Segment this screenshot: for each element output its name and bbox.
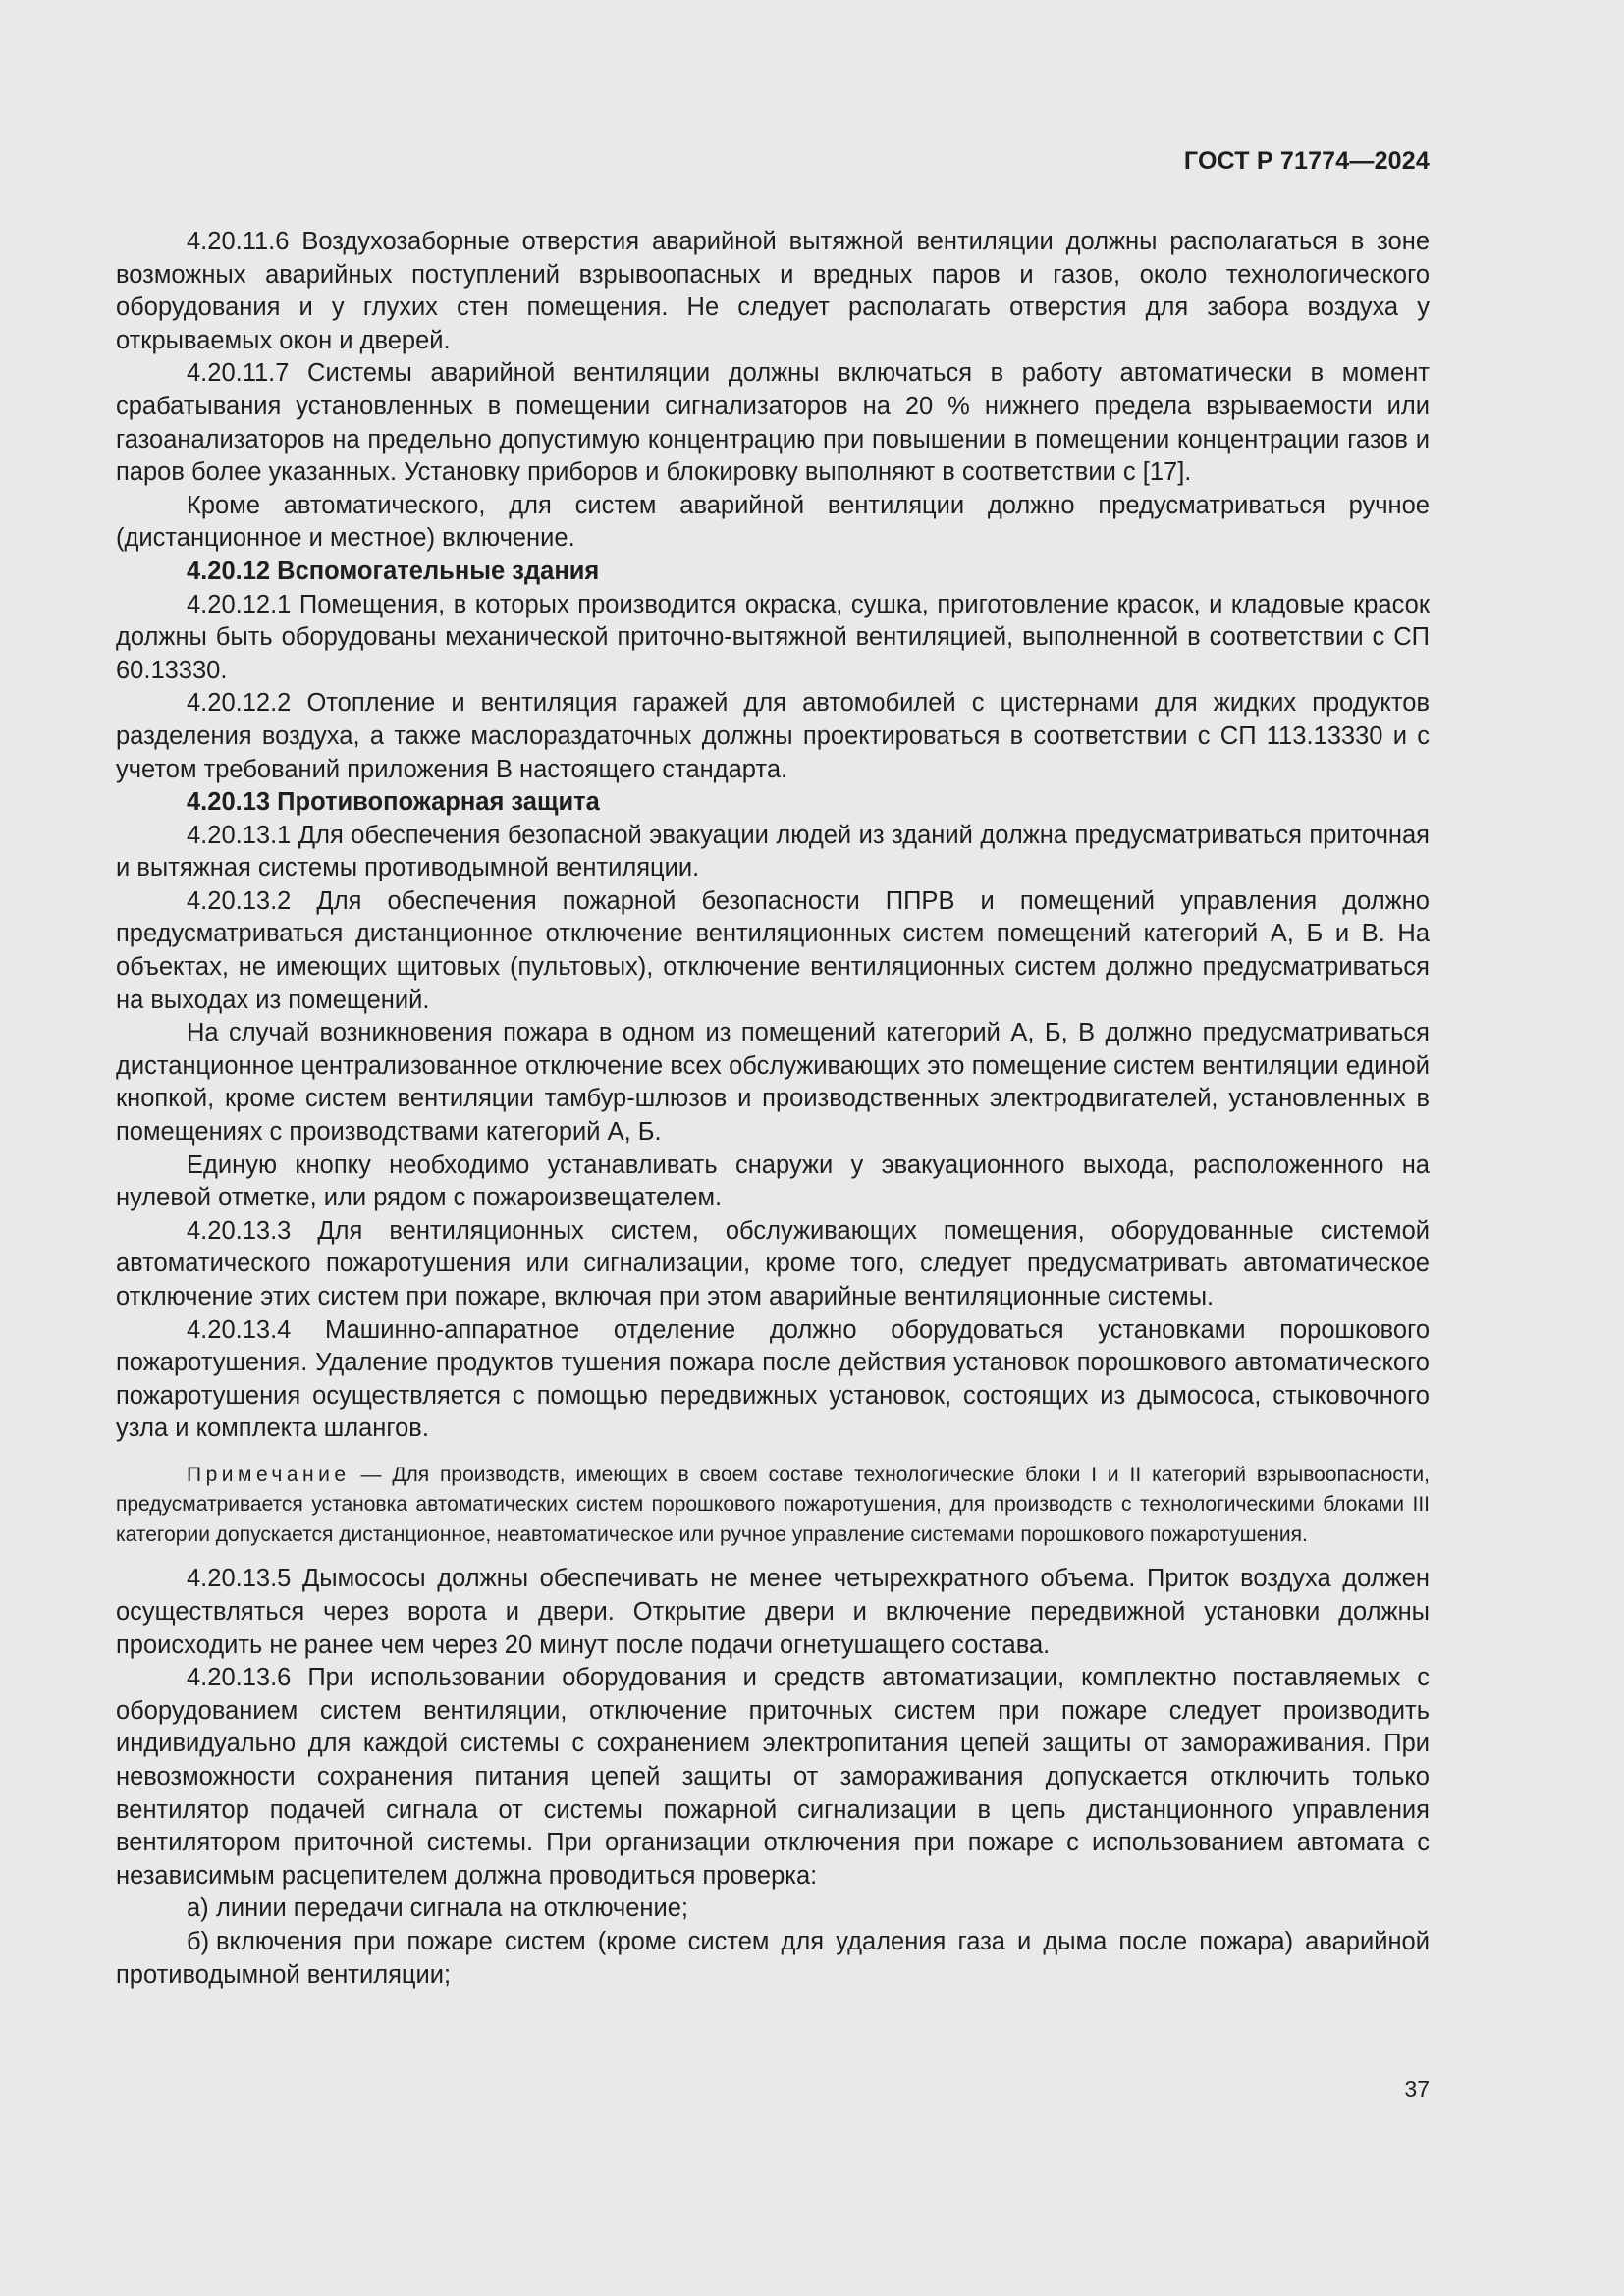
paragraph: На случай возникновения пожара в одном из помещений категорий А, Б, В должно предусматриваться дистанционное централизованное отключение всех обслуживающих это помещение систем вентиляции единой кнопкой, кроме систем вентиляции тамбур-шлюзов и производственных электродвигателей, установленных в помещениях с производствами категорий А, Б.: [116, 1019, 1430, 1147]
paragraph: 4.20.12.1 Помещения, в которых производится окраска, сушка, приготовление красок, и кладовые красок должны быть оборудованы механической приточно-вытяжной вентиляцией, выполненной в соответствии с СП 60.13330.: [116, 590, 1430, 684]
section-heading: 4.20.12 Вспомогательные здания: [187, 557, 600, 585]
list-item: [116, 1926, 1430, 1992]
paragraph: 4.20.11.7 Системы аварийной вентиляции должны включаться в работу автоматически в момент срабатывания установленных в помещении сигнализаторов на 20 % нижнего предела взрываемости или газоанализаторов на предельно допустимую концентрацию при повышении в помещении концентрации газов и паров более указанных. Установку приборов и блокировку выполняют в соответствии с [17].: [116, 359, 1430, 487]
paragraph: 4.20.13.2 Для обеспечения пожарной безопасности ППРВ и помещений управления должно предусматриваться дистанционное отключение вентиляционных систем помещений категорий А, Б и В. На объектах, не имеющих щитовых (пультовых), отключение вентиляционных систем должно предусматриваться на выходах из помещений.: [116, 886, 1430, 1014]
list-item-text: линии передачи сигнала на отключение;: [216, 1895, 688, 1923]
paragraph: 4.20.13.6 При использовании оборудования и средств автоматизации, комплектно поставляемых с оборудованием систем вентиляции, отключение приточных систем при пожаре следует производить индивидуально для каждой системы с сохранением электропитания цепей защиты от замораживания. При невозможности сохранения питания цепей защиты от замораживания допускается отключить только вентилятор подачей сигнала от системы пожарной сигнализации в цепь дистанционного управления вентилятором приточной системы. При организации отключения при пожаре с использованием автомата с независимым расцепителем должна проводиться проверка:: [116, 1664, 1430, 1890]
note-block: [116, 1461, 1430, 1551]
note-text: — Для производств, имеющих в своем составе технологические блоки I и II категорий взрывоопасности, предусматривается установка автоматических систем порошкового пожаротушения, для производств с технологическими блоками III категории допускается дистанционное, неавтоматическое или ручное управление системами порошкового пожаротушения.: [116, 1463, 1430, 1546]
paragraph: Единую кнопку необходимо устанавливать снаружи у эвакуационного выхода, расположенного на нулевой отметке, или рядом с пожароизвещателем.: [116, 1150, 1430, 1212]
list-item: [116, 1893, 1430, 1926]
paragraph: 4.20.11.6 Воздухозаборные отверстия аварийной вытяжной вентиляции должны располагаться в зоне возможных аварийных поступлений взрывоопасных и вредных паров и газов, около технологического оборудования и у глухих стен помещения. Не следует располагать отверстия для забора воздуха у открываемых окон и дверей.: [116, 228, 1430, 354]
list-marker: б): [187, 1928, 210, 1955]
list-item-text: включения при пожаре систем (кроме систем для удаления газа и дыма после пожара) аварийной противодымной вентиляции;: [116, 1928, 1430, 1989]
document-header: ГОСТ Р 71774—2024: [1183, 147, 1430, 175]
page-body: [116, 226, 1430, 1992]
paragraph: 4.20.13.1 Для обеспечения безопасной эвакуации людей из зданий должна предусматриваться приточная и вытяжная системы противодымной вентиляции.: [116, 821, 1430, 882]
paragraph: 4.20.12.2 Отопление и вентиляция гаражей для автомобилей с цистернами для жидких продуктов разделения воздуха, а также маслораздаточных должны проектироваться в соответствии с СП 113.13330 и с учетом требований приложения В настоящего стандарта.: [116, 689, 1430, 783]
paragraph: 4.20.13.4 Машинно-аппаратное отделение должно оборудоваться установками порошкового пожаротушения. Удаление продуктов тушения пожара после действия установок порошкового автоматического пожаротушения осуществляется с помощью передвижных установок, состоящих из дымососа, стыковочного узла и комплекта шлангов.: [116, 1315, 1430, 1443]
paragraph: 4.20.13.5 Дымососы должны обеспечивать не менее четырехкратного объема. Приток воздуха должен осуществляться через ворота и двери. Открытие двери и включение передвижной установки должны происходить не ранее чем через 20 минут после подачи огнетушащего состава.: [116, 1565, 1430, 1659]
list-marker: а): [187, 1895, 209, 1923]
paragraph: 4.20.13.3 Для вентиляционных систем, обслуживающих помещения, оборудованные системой автоматического пожаротушения или сигнализации, кроме того, следует предусматривать автоматическое отключение этих систем при пожаре, включая при этом аварийные вентиляционные системы.: [116, 1216, 1430, 1310]
paragraph: Кроме автоматического, для систем аварийной вентиляции должно предусматриваться ручное (дистанционное и местное) включение.: [116, 491, 1430, 553]
section-heading: 4.20.13 Противопожарная защита: [187, 788, 600, 817]
note-label: Примечание: [187, 1463, 351, 1486]
page-number: 37: [1404, 2076, 1430, 2102]
